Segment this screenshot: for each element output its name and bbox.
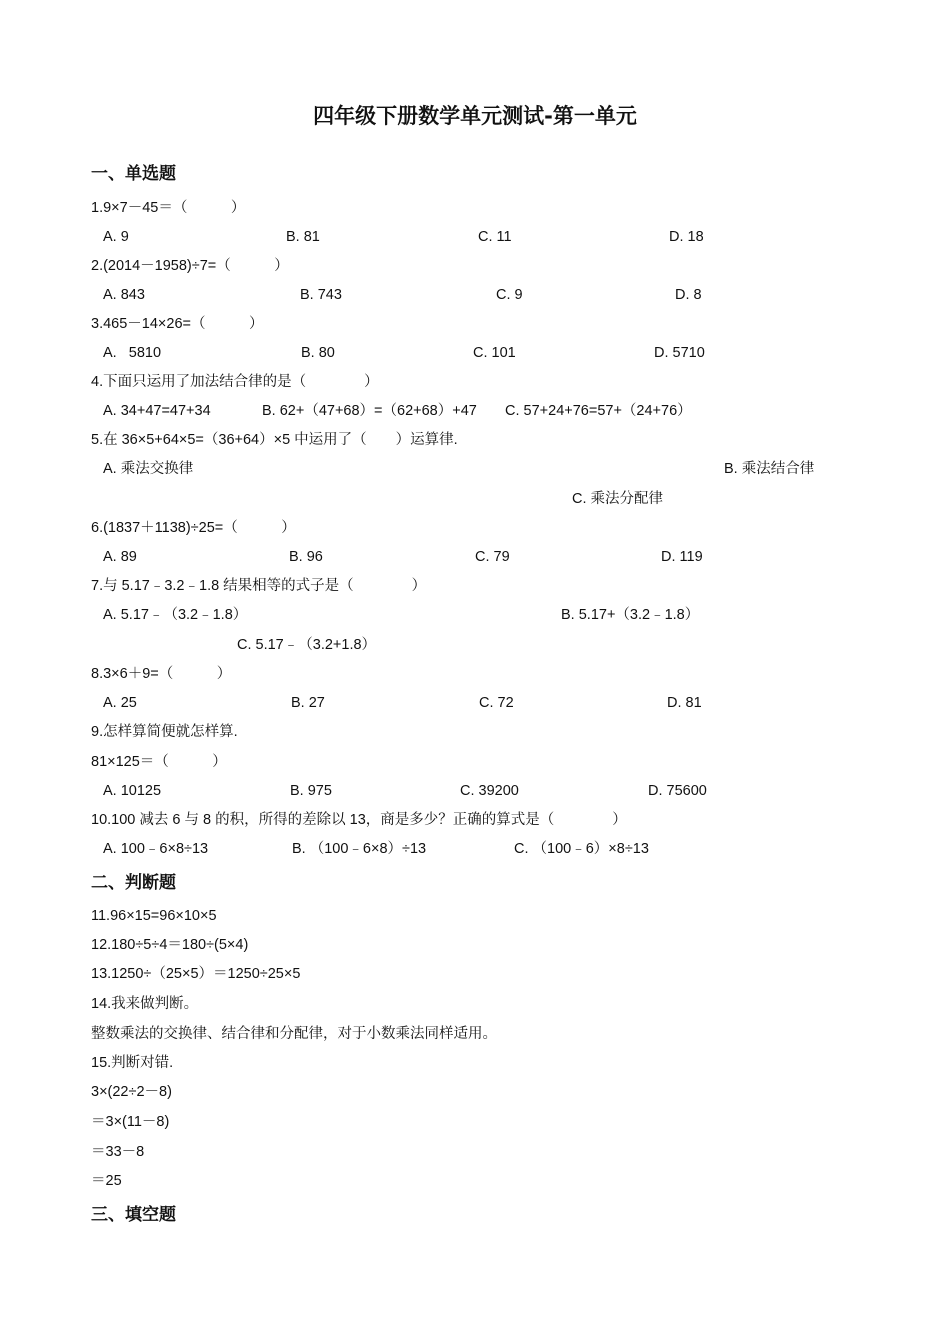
question-12: 12.180÷5÷4＝180÷(5×4): [91, 937, 249, 953]
question-5-stem: 5.在 36×5+64×5=（36+64）×5 中运用了（ ）运算律.: [91, 432, 458, 448]
question-15-line-4: ＝25: [91, 1173, 122, 1189]
question-8-option-d: D. 81: [667, 695, 702, 711]
page-title: 四年级下册数学单元测试-第一单元: [313, 104, 637, 128]
question-15-line-2: ＝3×(11－8): [91, 1114, 170, 1130]
question-10-option-c: C. （100﹣6）×8÷13: [514, 841, 649, 857]
question-9-option-c: C. 39200: [460, 783, 519, 799]
question-6-option-d: D. 119: [661, 549, 703, 565]
question-2-option-c: C. 9: [496, 287, 523, 303]
question-1-option-a: A. 9: [103, 229, 129, 245]
question-3-option-b: B. 80: [301, 345, 335, 361]
question-9-stem: 9.怎样算简便就怎样算.: [91, 724, 238, 740]
question-6-option-a: A. 89: [103, 549, 137, 565]
question-10-stem: 10.100 减去 6 与 8 的积，所得的差除以 13，商是多少？正确的算式是（ ）: [91, 812, 627, 828]
question-2-option-d: D. 8: [675, 287, 702, 303]
question-4-option-c: C. 57+24+76=57+（24+76）: [505, 403, 692, 419]
question-15-line-3: ＝33－8: [91, 1144, 145, 1160]
question-4-option-b: B. 62+（47+68）=（62+68）+47: [262, 403, 477, 419]
question-11: 11.96×15=96×10×5: [91, 908, 217, 924]
question-5-option-c: C. 乘法分配律: [572, 491, 664, 507]
question-7-option-b: B. 5.17+（3.2﹣1.8）: [561, 607, 700, 623]
question-1-option-d: D. 18: [669, 229, 704, 245]
question-9-expression: 81×125＝（ ）: [91, 754, 227, 770]
question-1-option-b: B. 81: [286, 229, 320, 245]
section-heading-true-false: 二、判断题: [91, 873, 176, 893]
question-9-option-a: A. 10125: [103, 783, 162, 799]
question-15-stem: 15.判断对错.: [91, 1055, 174, 1071]
question-8-option-c: C. 72: [479, 695, 514, 711]
question-1-stem: 1.9×7－45＝（ ）: [91, 200, 246, 216]
question-3-stem: 3.465－14×26=（ ）: [91, 316, 264, 332]
question-9-option-b: B. 975: [290, 783, 332, 799]
question-7-option-c: C. 5.17﹣（3.2+1.8）: [237, 637, 377, 653]
question-9-option-d: D. 75600: [648, 783, 707, 799]
question-2-option-a: A. 843: [103, 287, 145, 303]
question-4-option-a: A. 34+47=47+34: [103, 403, 211, 419]
question-8-stem: 8.3×6＋9=（ ）: [91, 666, 232, 682]
section-heading-single-choice: 一、单选题: [91, 164, 176, 184]
question-7-option-a: A. 5.17﹣（3.2﹣1.8）: [103, 607, 248, 623]
question-4-stem: 4.下面只运用了加法结合律的是（ ）: [91, 374, 379, 390]
question-3-option-a: A. 5810: [103, 345, 162, 361]
question-2-stem: 2.(2014－1958)÷7=（ ）: [91, 258, 289, 274]
question-14-statement: 整数乘法的交换律、结合律和分配律，对于小数乘法同样适用。: [91, 1026, 497, 1042]
question-6-option-c: C. 79: [475, 549, 510, 565]
question-6-stem: 6.(1837＋1138)÷25=（ ）: [91, 520, 296, 536]
question-8-option-a: A. 25: [103, 695, 137, 711]
question-13: 13.1250÷（25×5）＝1250÷25×5: [91, 966, 301, 982]
question-5-option-b: B. 乘法结合律: [724, 461, 815, 477]
question-5-option-a: A. 乘法交换律: [103, 461, 194, 477]
question-10-option-b: B. （100﹣6×8）÷13: [292, 841, 427, 857]
question-14-stem: 14.我来做判断。: [91, 996, 199, 1012]
question-1-option-c: C. 11: [478, 229, 512, 245]
question-10-option-a: A. 100﹣6×8÷13: [103, 841, 209, 857]
question-8-option-b: B. 27: [291, 695, 325, 711]
section-heading-fill-blank: 三、填空题: [91, 1205, 176, 1225]
question-15-line-1: 3×(22÷2－8): [91, 1084, 172, 1100]
question-3-option-c: C. 101: [473, 345, 516, 361]
question-6-option-b: B. 96: [289, 549, 323, 565]
question-7-stem: 7.与 5.17﹣3.2﹣1.8 结果相等的式子是（ ）: [91, 578, 427, 594]
question-3-option-d: D. 5710: [654, 345, 705, 361]
question-2-option-b: B. 743: [300, 287, 342, 303]
